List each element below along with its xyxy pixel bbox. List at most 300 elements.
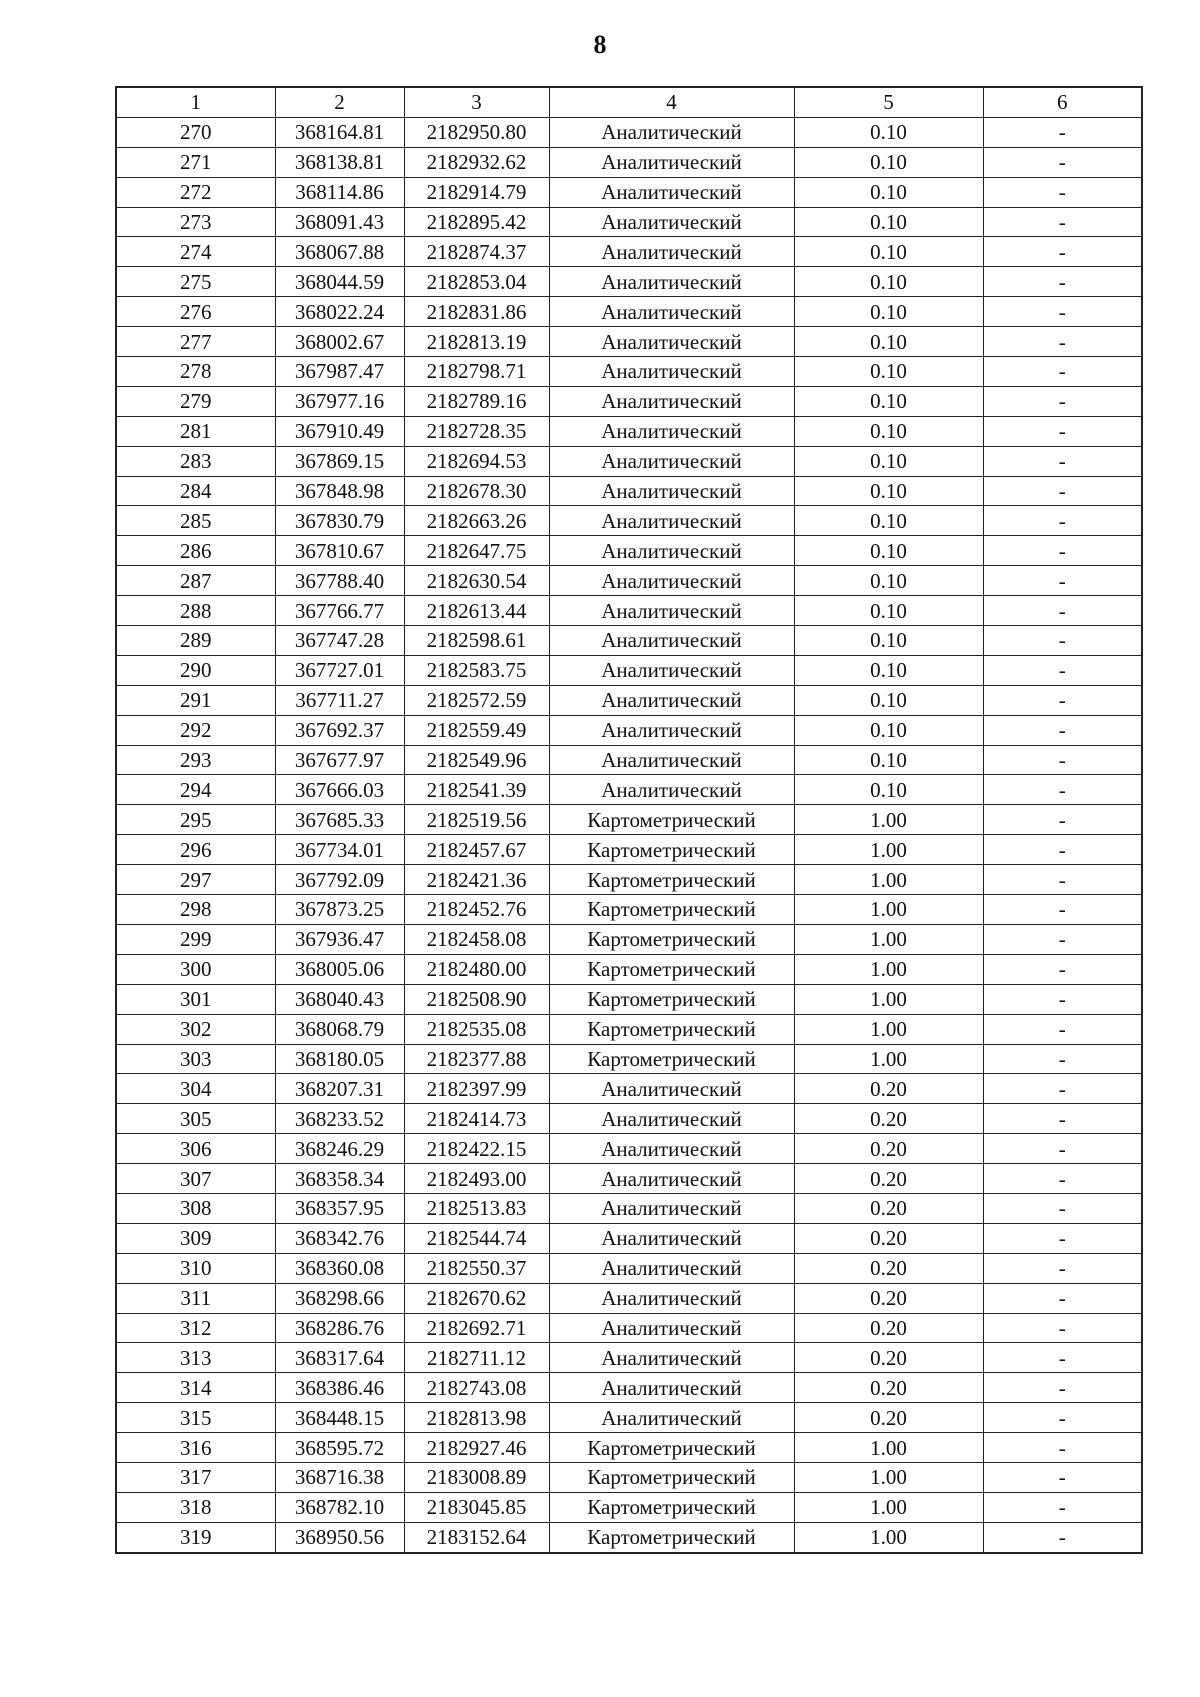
method-cell: Аналитический	[549, 626, 794, 656]
point-number-cell: 289	[116, 626, 275, 656]
y-coordinate-cell: 2182874.37	[404, 237, 549, 267]
table-row	[116, 715, 1142, 745]
table-row	[116, 476, 1142, 506]
table-row	[116, 626, 1142, 656]
x-coordinate-cell: 368005.06	[275, 954, 404, 984]
table-row	[116, 147, 1142, 177]
accuracy-cell: 0.10	[794, 177, 983, 207]
y-coordinate-cell: 2182457.67	[404, 835, 549, 865]
x-coordinate-cell: 368950.56	[275, 1522, 404, 1552]
note-cell: -	[983, 566, 1142, 596]
table-row	[116, 1253, 1142, 1283]
note-cell: -	[983, 1373, 1142, 1403]
x-coordinate-cell: 367685.33	[275, 805, 404, 835]
y-coordinate-cell: 2182397.99	[404, 1074, 549, 1104]
note-cell: -	[983, 655, 1142, 685]
y-coordinate-cell: 2182711.12	[404, 1343, 549, 1373]
point-number-cell: 306	[116, 1134, 275, 1164]
table-row	[116, 1074, 1142, 1104]
x-coordinate-cell: 368067.88	[275, 237, 404, 267]
point-number-cell: 316	[116, 1433, 275, 1463]
column-header: 6	[983, 87, 1142, 117]
point-number-cell: 285	[116, 506, 275, 536]
method-cell: Картометрический	[549, 1462, 794, 1492]
x-coordinate-cell: 367666.03	[275, 775, 404, 805]
x-coordinate-cell: 368002.67	[275, 327, 404, 357]
y-coordinate-cell: 2182559.49	[404, 715, 549, 745]
point-number-cell: 288	[116, 596, 275, 626]
accuracy-cell: 0.10	[794, 506, 983, 536]
accuracy-cell: 0.10	[794, 117, 983, 147]
method-cell: Аналитический	[549, 446, 794, 476]
point-number-cell: 278	[116, 357, 275, 387]
accuracy-cell: 1.00	[794, 895, 983, 925]
point-number-cell: 315	[116, 1403, 275, 1433]
note-cell: -	[983, 924, 1142, 954]
x-coordinate-cell: 367692.37	[275, 715, 404, 745]
table-row	[116, 685, 1142, 715]
method-cell: Аналитический	[549, 1104, 794, 1134]
y-coordinate-cell: 2182541.39	[404, 775, 549, 805]
method-cell: Картометрический	[549, 1014, 794, 1044]
table-row	[116, 1164, 1142, 1194]
method-cell: Картометрический	[549, 1522, 794, 1552]
note-cell: -	[983, 207, 1142, 237]
accuracy-cell: 0.10	[794, 566, 983, 596]
y-coordinate-cell: 2182694.53	[404, 446, 549, 476]
accuracy-cell: 0.10	[794, 207, 983, 237]
note-cell: -	[983, 1223, 1142, 1253]
note-cell: -	[983, 1403, 1142, 1433]
method-cell: Аналитический	[549, 207, 794, 237]
table-row	[116, 1343, 1142, 1373]
note-cell: -	[983, 1343, 1142, 1373]
point-number-cell: 310	[116, 1253, 275, 1283]
note-cell: -	[983, 1014, 1142, 1044]
x-coordinate-cell: 367734.01	[275, 835, 404, 865]
accuracy-cell: 0.20	[794, 1403, 983, 1433]
method-cell: Аналитический	[549, 416, 794, 446]
y-coordinate-cell: 2182377.88	[404, 1044, 549, 1074]
method-cell: Аналитический	[549, 267, 794, 297]
point-number-cell: 295	[116, 805, 275, 835]
method-cell: Аналитический	[549, 1343, 794, 1373]
x-coordinate-cell: 367747.28	[275, 626, 404, 656]
note-cell: -	[983, 805, 1142, 835]
method-cell: Аналитический	[549, 596, 794, 626]
x-coordinate-cell: 368386.46	[275, 1373, 404, 1403]
method-cell: Аналитический	[549, 1164, 794, 1194]
method-cell: Картометрический	[549, 1433, 794, 1463]
x-coordinate-cell: 368716.38	[275, 1462, 404, 1492]
x-coordinate-cell: 368342.76	[275, 1223, 404, 1253]
method-cell: Картометрический	[549, 954, 794, 984]
coordinates-table	[115, 86, 1143, 1554]
note-cell: -	[983, 1104, 1142, 1134]
method-cell: Картометрический	[549, 1044, 794, 1074]
table-row	[116, 924, 1142, 954]
method-cell: Картометрический	[549, 984, 794, 1014]
y-coordinate-cell: 2182670.62	[404, 1283, 549, 1313]
table-row	[116, 327, 1142, 357]
point-number-cell: 271	[116, 147, 275, 177]
point-number-cell: 298	[116, 895, 275, 925]
accuracy-cell: 1.00	[794, 924, 983, 954]
point-number-cell: 293	[116, 745, 275, 775]
y-coordinate-cell: 2182544.74	[404, 1223, 549, 1253]
table-row	[116, 1223, 1142, 1253]
note-cell: -	[983, 506, 1142, 536]
note-cell: -	[983, 1193, 1142, 1223]
x-coordinate-cell: 367910.49	[275, 416, 404, 446]
note-cell: -	[983, 1074, 1142, 1104]
point-number-cell: 313	[116, 1343, 275, 1373]
method-cell: Аналитический	[549, 655, 794, 685]
point-number-cell: 299	[116, 924, 275, 954]
accuracy-cell: 1.00	[794, 984, 983, 1014]
point-number-cell: 303	[116, 1044, 275, 1074]
table-row	[116, 1313, 1142, 1343]
note-cell: -	[983, 357, 1142, 387]
accuracy-cell: 0.20	[794, 1134, 983, 1164]
table-body	[116, 117, 1142, 1552]
method-cell: Аналитический	[549, 1074, 794, 1104]
point-number-cell: 279	[116, 386, 275, 416]
table-row	[116, 1014, 1142, 1044]
method-cell: Аналитический	[549, 1193, 794, 1223]
note-cell: -	[983, 327, 1142, 357]
note-cell: -	[983, 775, 1142, 805]
method-cell: Аналитический	[549, 327, 794, 357]
table-row	[116, 805, 1142, 835]
y-coordinate-cell: 2182414.73	[404, 1104, 549, 1134]
y-coordinate-cell: 2182647.75	[404, 536, 549, 566]
accuracy-cell: 1.00	[794, 1492, 983, 1522]
x-coordinate-cell: 368164.81	[275, 117, 404, 147]
table-row	[116, 596, 1142, 626]
y-coordinate-cell: 2183152.64	[404, 1522, 549, 1552]
x-coordinate-cell: 367788.40	[275, 566, 404, 596]
accuracy-cell: 0.10	[794, 327, 983, 357]
table-row	[116, 1283, 1142, 1313]
accuracy-cell: 0.20	[794, 1223, 983, 1253]
table-row	[116, 984, 1142, 1014]
note-cell: -	[983, 1313, 1142, 1343]
method-cell: Аналитический	[549, 357, 794, 387]
accuracy-cell: 1.00	[794, 1044, 983, 1074]
note-cell: -	[983, 835, 1142, 865]
table-row	[116, 655, 1142, 685]
accuracy-cell: 1.00	[794, 1433, 983, 1463]
point-number-cell: 270	[116, 117, 275, 147]
point-number-cell: 296	[116, 835, 275, 865]
x-coordinate-cell: 368357.95	[275, 1193, 404, 1223]
x-coordinate-cell: 368233.52	[275, 1104, 404, 1134]
x-coordinate-cell: 368782.10	[275, 1492, 404, 1522]
accuracy-cell: 0.10	[794, 446, 983, 476]
method-cell: Картометрический	[549, 865, 794, 895]
point-number-cell: 276	[116, 297, 275, 327]
point-number-cell: 291	[116, 685, 275, 715]
note-cell: -	[983, 685, 1142, 715]
method-cell: Картометрический	[549, 835, 794, 865]
method-cell: Аналитический	[549, 1223, 794, 1253]
method-cell: Аналитический	[549, 1253, 794, 1283]
column-header: 5	[794, 87, 983, 117]
y-coordinate-cell: 2182583.75	[404, 655, 549, 685]
y-coordinate-cell: 2182813.98	[404, 1403, 549, 1433]
point-number-cell: 290	[116, 655, 275, 685]
y-coordinate-cell: 2182692.71	[404, 1313, 549, 1343]
x-coordinate-cell: 368298.66	[275, 1283, 404, 1313]
point-number-cell: 281	[116, 416, 275, 446]
accuracy-cell: 0.10	[794, 536, 983, 566]
y-coordinate-cell: 2182927.46	[404, 1433, 549, 1463]
x-coordinate-cell: 368595.72	[275, 1433, 404, 1463]
accuracy-cell: 1.00	[794, 1522, 983, 1552]
y-coordinate-cell: 2182914.79	[404, 177, 549, 207]
table-row	[116, 357, 1142, 387]
y-coordinate-cell: 2182421.36	[404, 865, 549, 895]
point-number-cell: 319	[116, 1522, 275, 1552]
x-coordinate-cell: 367711.27	[275, 685, 404, 715]
method-cell: Аналитический	[549, 476, 794, 506]
accuracy-cell: 0.20	[794, 1373, 983, 1403]
method-cell: Картометрический	[549, 924, 794, 954]
table-row	[116, 117, 1142, 147]
method-cell: Картометрический	[549, 1492, 794, 1522]
point-number-cell: 297	[116, 865, 275, 895]
accuracy-cell: 1.00	[794, 1462, 983, 1492]
point-number-cell: 292	[116, 715, 275, 745]
x-coordinate-cell: 368138.81	[275, 147, 404, 177]
table-row	[116, 1522, 1142, 1552]
x-coordinate-cell: 367727.01	[275, 655, 404, 685]
y-coordinate-cell: 2182493.00	[404, 1164, 549, 1194]
accuracy-cell: 0.10	[794, 297, 983, 327]
method-cell: Аналитический	[549, 715, 794, 745]
method-cell: Аналитический	[549, 1403, 794, 1433]
note-cell: -	[983, 117, 1142, 147]
method-cell: Аналитический	[549, 536, 794, 566]
accuracy-cell: 0.10	[794, 267, 983, 297]
column-header: 3	[404, 87, 549, 117]
accuracy-cell: 0.10	[794, 476, 983, 506]
accuracy-cell: 0.10	[794, 685, 983, 715]
point-number-cell: 300	[116, 954, 275, 984]
accuracy-cell: 0.20	[794, 1253, 983, 1283]
note-cell: -	[983, 1522, 1142, 1552]
column-header: 4	[549, 87, 794, 117]
point-number-cell: 286	[116, 536, 275, 566]
x-coordinate-cell: 368448.15	[275, 1403, 404, 1433]
point-number-cell: 302	[116, 1014, 275, 1044]
y-coordinate-cell: 2182789.16	[404, 386, 549, 416]
method-cell: Аналитический	[549, 297, 794, 327]
point-number-cell: 274	[116, 237, 275, 267]
accuracy-cell: 0.20	[794, 1164, 983, 1194]
note-cell: -	[983, 416, 1142, 446]
table-row	[116, 416, 1142, 446]
table-row	[116, 954, 1142, 984]
method-cell: Аналитический	[549, 775, 794, 805]
method-cell: Картометрический	[549, 895, 794, 925]
header-row	[116, 87, 1142, 117]
accuracy-cell: 0.10	[794, 386, 983, 416]
table-row	[116, 1492, 1142, 1522]
page-number: 8	[593, 30, 607, 59]
table-row	[116, 1403, 1142, 1433]
point-number-cell: 272	[116, 177, 275, 207]
note-cell: -	[983, 267, 1142, 297]
method-cell: Аналитический	[549, 685, 794, 715]
y-coordinate-cell: 2182513.83	[404, 1193, 549, 1223]
accuracy-cell: 0.20	[794, 1193, 983, 1223]
note-cell: -	[983, 446, 1142, 476]
x-coordinate-cell: 368360.08	[275, 1253, 404, 1283]
method-cell: Аналитический	[549, 1283, 794, 1313]
table-row	[116, 1462, 1142, 1492]
accuracy-cell: 0.10	[794, 357, 983, 387]
x-coordinate-cell: 367936.47	[275, 924, 404, 954]
note-cell: -	[983, 1462, 1142, 1492]
point-number-cell: 318	[116, 1492, 275, 1522]
x-coordinate-cell: 368044.59	[275, 267, 404, 297]
x-coordinate-cell: 367848.98	[275, 476, 404, 506]
table-row	[116, 1433, 1142, 1463]
note-cell: -	[983, 596, 1142, 626]
x-coordinate-cell: 368317.64	[275, 1343, 404, 1373]
point-number-cell: 301	[116, 984, 275, 1014]
point-number-cell: 283	[116, 446, 275, 476]
note-cell: -	[983, 1044, 1142, 1074]
note-cell: -	[983, 1492, 1142, 1522]
y-coordinate-cell: 2182480.00	[404, 954, 549, 984]
x-coordinate-cell: 367792.09	[275, 865, 404, 895]
y-coordinate-cell: 2182550.37	[404, 1253, 549, 1283]
accuracy-cell: 0.20	[794, 1283, 983, 1313]
x-coordinate-cell: 367677.97	[275, 745, 404, 775]
accuracy-cell: 0.10	[794, 715, 983, 745]
y-coordinate-cell: 2182798.71	[404, 357, 549, 387]
note-cell: -	[983, 1283, 1142, 1313]
table-row	[116, 1104, 1142, 1134]
x-coordinate-cell: 368358.34	[275, 1164, 404, 1194]
y-coordinate-cell: 2182630.54	[404, 566, 549, 596]
x-coordinate-cell: 367810.67	[275, 536, 404, 566]
table-row	[116, 297, 1142, 327]
x-coordinate-cell: 368286.76	[275, 1313, 404, 1343]
note-cell: -	[983, 297, 1142, 327]
x-coordinate-cell: 368114.86	[275, 177, 404, 207]
note-cell: -	[983, 177, 1142, 207]
accuracy-cell: 0.10	[794, 416, 983, 446]
y-coordinate-cell: 2182895.42	[404, 207, 549, 237]
y-coordinate-cell: 2182950.80	[404, 117, 549, 147]
y-coordinate-cell: 2182519.56	[404, 805, 549, 835]
column-header: 1	[116, 87, 275, 117]
note-cell: -	[983, 1164, 1142, 1194]
y-coordinate-cell: 2183008.89	[404, 1462, 549, 1492]
accuracy-cell: 1.00	[794, 835, 983, 865]
table-row	[116, 506, 1142, 536]
x-coordinate-cell: 367977.16	[275, 386, 404, 416]
table-row	[116, 566, 1142, 596]
x-coordinate-cell: 367987.47	[275, 357, 404, 387]
y-coordinate-cell: 2182728.35	[404, 416, 549, 446]
note-cell: -	[983, 237, 1142, 267]
y-coordinate-cell: 2182663.26	[404, 506, 549, 536]
point-number-cell: 309	[116, 1223, 275, 1253]
table-row	[116, 536, 1142, 566]
note-cell: -	[983, 984, 1142, 1014]
method-cell: Аналитический	[549, 386, 794, 416]
note-cell: -	[983, 476, 1142, 506]
point-number-cell: 312	[116, 1313, 275, 1343]
accuracy-cell: 0.10	[794, 237, 983, 267]
accuracy-cell: 0.10	[794, 745, 983, 775]
table-header	[116, 87, 1142, 117]
table-row	[116, 446, 1142, 476]
point-number-cell: 287	[116, 566, 275, 596]
note-cell: -	[983, 895, 1142, 925]
point-number-cell: 308	[116, 1193, 275, 1223]
accuracy-cell: 0.20	[794, 1104, 983, 1134]
point-number-cell: 304	[116, 1074, 275, 1104]
accuracy-cell: 1.00	[794, 865, 983, 895]
y-coordinate-cell: 2182458.08	[404, 924, 549, 954]
note-cell: -	[983, 954, 1142, 984]
y-coordinate-cell: 2182598.61	[404, 626, 549, 656]
x-coordinate-cell: 368180.05	[275, 1044, 404, 1074]
accuracy-cell: 0.10	[794, 655, 983, 685]
y-coordinate-cell: 2182422.15	[404, 1134, 549, 1164]
accuracy-cell: 0.10	[794, 775, 983, 805]
accuracy-cell: 1.00	[794, 1014, 983, 1044]
point-number-cell: 307	[116, 1164, 275, 1194]
point-number-cell: 314	[116, 1373, 275, 1403]
x-coordinate-cell: 368091.43	[275, 207, 404, 237]
table-row	[116, 207, 1142, 237]
note-cell: -	[983, 1433, 1142, 1463]
method-cell: Аналитический	[549, 237, 794, 267]
table-row	[116, 1193, 1142, 1223]
table-row	[116, 745, 1142, 775]
table-row	[116, 895, 1142, 925]
point-number-cell: 273	[116, 207, 275, 237]
y-coordinate-cell: 2182678.30	[404, 476, 549, 506]
y-coordinate-cell: 2182452.76	[404, 895, 549, 925]
note-cell: -	[983, 745, 1142, 775]
accuracy-cell: 0.20	[794, 1074, 983, 1104]
method-cell: Аналитический	[549, 117, 794, 147]
note-cell: -	[983, 715, 1142, 745]
y-coordinate-cell: 2182813.19	[404, 327, 549, 357]
column-header: 2	[275, 87, 404, 117]
accuracy-cell: 0.20	[794, 1343, 983, 1373]
note-cell: -	[983, 1253, 1142, 1283]
point-number-cell: 317	[116, 1462, 275, 1492]
method-cell: Аналитический	[549, 1373, 794, 1403]
accuracy-cell: 0.10	[794, 626, 983, 656]
note-cell: -	[983, 1134, 1142, 1164]
method-cell: Аналитический	[549, 1313, 794, 1343]
note-cell: -	[983, 147, 1142, 177]
y-coordinate-cell: 2182853.04	[404, 267, 549, 297]
point-number-cell: 311	[116, 1283, 275, 1313]
point-number-cell: 305	[116, 1104, 275, 1134]
accuracy-cell: 1.00	[794, 954, 983, 984]
